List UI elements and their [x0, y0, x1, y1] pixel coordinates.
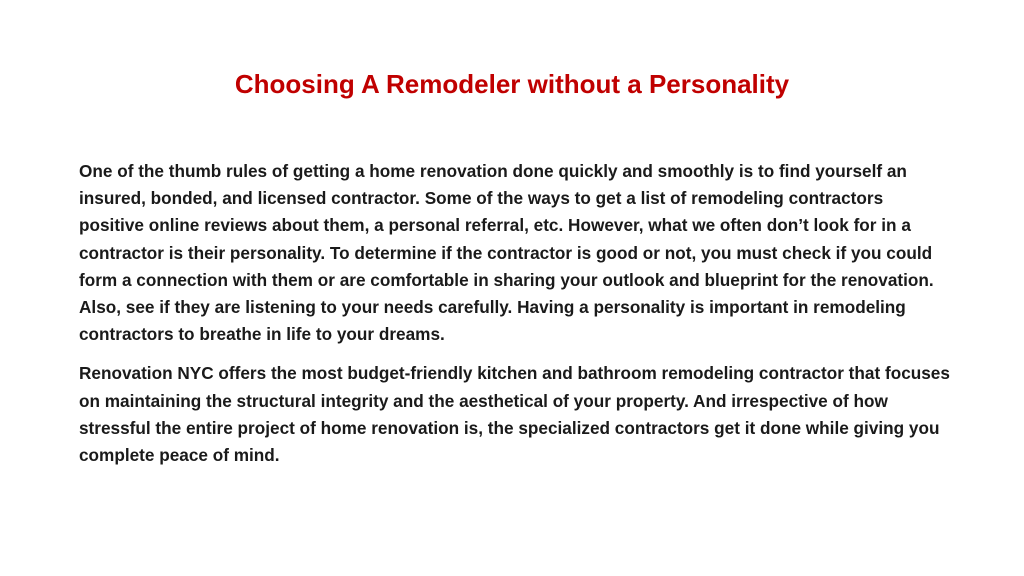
- slide-body: [79, 158, 951, 481]
- slide-title: Choosing A Remodeler without a Personality: [234, 69, 790, 99]
- body-paragraph-2: Renovation NYC offers the most budget-friendly kitchen and bathroom remodeling contractor that focuses on maintaining the structural integrity and the aesthetical of your property. And irrespective of how stressful the entire project of home renovation is, the specialized contractors get it done while giving you complete peace of mind.: [79, 363, 950, 466]
- body-paragraph-1: One of the thumb rules of getting a home renovation done quickly and smoothly is to find yourself an insured, bonded, and licensed contractor. Some of the ways to get a list of remodeling contractors positive online reviews about them, a personal referral, etc. However, what we often don’t look for in a contractor is their personality. To determine if the contractor is good or not, you must check if you could form a connection with them or are comfortable in sharing your outlook and blueprint for the renovation. Also, see if they are listening to your needs carefully. Having a personality is important in remodeling contractors to breathe in life to your dreams.: [79, 161, 934, 345]
